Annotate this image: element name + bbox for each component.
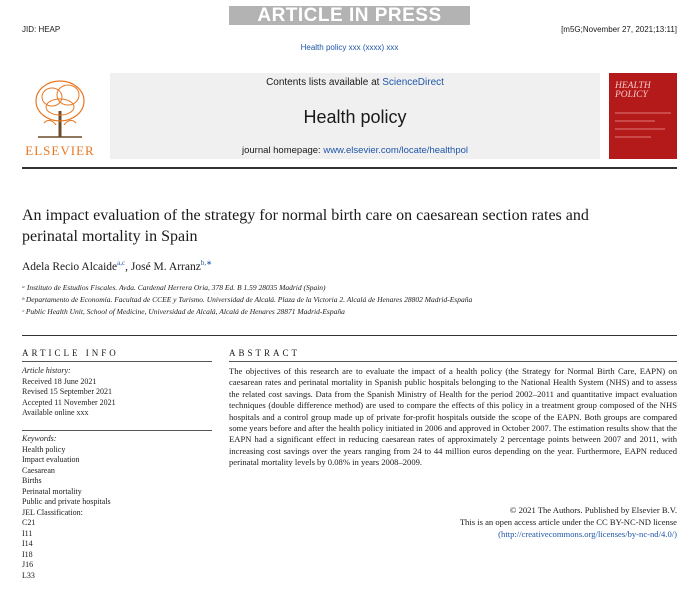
jel-code: C21 — [22, 518, 36, 527]
keyword-item: Perinatal mortality — [22, 486, 82, 496]
article-title: An impact evaluation of the strategy for normal birth care on caesarean section rates and perinatal mortality in Spain — [22, 207, 589, 245]
journal-id: JID: HEAP — [22, 25, 61, 34]
homepage-link[interactable]: www.elsevier.com/locate/healthpol — [323, 145, 469, 156]
abstract-heading: ABSTRACT — [229, 348, 301, 358]
keywords — [22, 434, 111, 581]
author-separator: , — [125, 260, 131, 273]
history-item: Accepted 11 November 2021 — [22, 397, 116, 407]
keyword-item: Caesarean — [22, 465, 55, 475]
license-link[interactable]: (http://creativecommons.org/licenses/by-nc-nd/4.0/) — [498, 529, 677, 539]
elsevier-logo[interactable] — [22, 73, 98, 159]
jel-label: JEL Classification: — [22, 507, 83, 517]
history-item: Received 18 June 2021 — [22, 376, 97, 386]
jel-code: I18 — [22, 549, 33, 559]
sciencedirect-link[interactable]: ScienceDirect — [382, 77, 444, 88]
jel-code: L33 — [22, 570, 35, 580]
license-link-line — [229, 529, 677, 541]
jel-code: I11 — [22, 528, 33, 538]
elsevier-wordmark: ELSEVIER — [25, 143, 95, 158]
jel-code: J16 — [22, 560, 34, 569]
elsevier-tree-icon — [30, 73, 90, 143]
history-item: Revised 15 September 2021 — [22, 387, 112, 396]
author-affil-marker[interactable]: b,∗ — [200, 259, 212, 267]
build-stamp: [m5G;November 27, 2021;13:11] — [561, 25, 677, 34]
license-line: This is an open access article under the CC BY-NC-ND license — [459, 517, 677, 527]
keywords-rule — [22, 430, 212, 431]
journal-cover[interactable] — [609, 73, 677, 159]
article-history — [22, 366, 116, 419]
abstract-text: The objectives of this research are to evaluate the impact of a health policy (the Strategy for Normal Birth Care, EAPN) on caesarean rates and perinatal mortality in Spanish public hospitals belonging to the National Health System (NHS) and to assess the related cost savings. Data from the Spanish Ministry of Health for the period 2002–2011 and quantitative impact evaluation techniques (double difference method) are used to compare the effects of this policy in a treatment group composed of the NHS hospitals and a control group made up of private for-profit hospitals outside the scope of the EAPN. Both groups are compared some years before and after the health policy initiated in 2006 and approved in October 2007. The estimation results show that the EAPN had a significant effect in reducing caesarean rates of approximately 2 percentage points between 2007 and 2011, with increasing cost savings over the years ranging from 24 to 44 million euros depending on the year. Furthermore, EAPN reduced perinatal mortality levels by 0.08% in years 2008–2009. — [229, 366, 677, 468]
author-name[interactable]: Adela Recio Alcaide — [22, 260, 118, 273]
abstract-rule — [229, 361, 677, 362]
author-list — [22, 259, 212, 273]
keywords-label: Keywords: — [22, 434, 57, 443]
cover-graphic — [615, 107, 671, 147]
homepage-line — [110, 145, 600, 156]
article-in-press-banner: ARTICLE IN PRESS — [229, 6, 470, 25]
affiliation-a: ᵃ Instituto de Estudios Fiscales. Avda. Cardenal Herrera Oria, 378 Ed. B 1.59 28035 Madrid (Spain) — [22, 283, 326, 292]
homepage-prefix: journal homepage: — [241, 145, 324, 156]
author-affil-marker[interactable]: a,c — [117, 259, 126, 267]
article-info-heading: ARTICLE INFO — [22, 348, 119, 358]
contents-line — [110, 77, 600, 88]
header-rule — [22, 167, 677, 169]
journal-masthead — [110, 73, 600, 159]
section-rule — [22, 335, 677, 336]
contents-prefix: Contents lists available at — [266, 77, 383, 88]
article-info-rule — [22, 361, 212, 362]
jel-code: I14 — [22, 539, 33, 548]
history-item: Available online xxx — [22, 408, 89, 417]
affiliation-b: ᵇ Departamento de Economía. Facultad de CCEE y Turismo. Universidad de Alcalá. Plaza de la Victoria 2. Alcalá de Henares 28802 Madrid-España — [22, 295, 473, 304]
keyword-item: Public and private hospitals — [22, 497, 111, 506]
journal-title: Health policy — [303, 107, 407, 127]
affiliation-c: ᶜ Public Health Unit, School of Medicine, Universidad de Alcalá, Alcalá de Henares 28871 Madrid-España — [22, 307, 345, 316]
cover-title — [615, 82, 651, 100]
keyword-item: Births — [22, 476, 42, 485]
history-label: Article history: — [22, 366, 71, 375]
keyword-item: Health policy — [22, 444, 66, 454]
keyword-item: Impact evaluation — [22, 455, 80, 464]
cover-title-line1: HEALTH — [615, 81, 651, 91]
author-name[interactable]: José M. Arranz — [130, 260, 201, 273]
cover-title-line2: POLICY — [615, 90, 648, 100]
copyright-line: © 2021 The Authors. Published by Elsevier B.V. — [509, 505, 677, 515]
citation-link[interactable]: Health policy xxx (xxxx) xxx — [300, 43, 399, 52]
